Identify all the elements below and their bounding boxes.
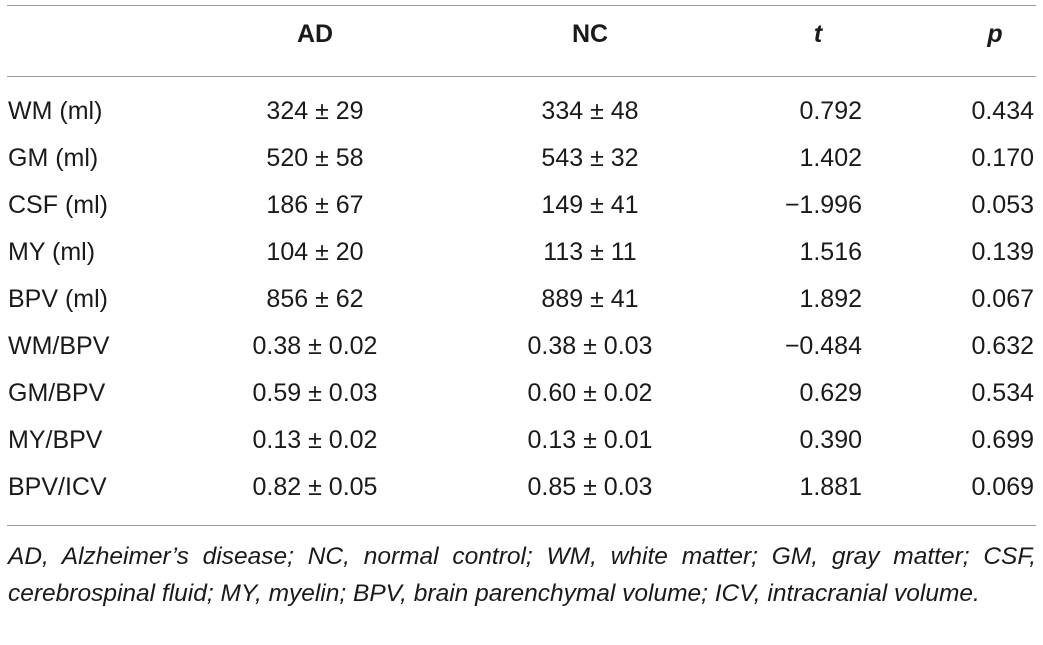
cell-p: 0.170: [971, 144, 1034, 172]
table-header-row: [0, 20, 1043, 62]
cell-ad: 0.59 ± 0.03: [252, 379, 378, 407]
cell-t: 0.792: [799, 97, 862, 125]
cell-ad: 0.13 ± 0.02: [252, 426, 378, 454]
table-row: [0, 182, 1043, 229]
cell-ad: 520 ± 58: [266, 144, 364, 172]
cell-p: 0.632: [971, 332, 1034, 360]
row-label: GM (ml): [8, 144, 99, 172]
cell-nc: 0.60 ± 0.02: [527, 379, 653, 407]
cell-nc: 113 ± 11: [543, 238, 637, 266]
row-label: MY (ml): [8, 238, 96, 266]
table-header-rule: [7, 76, 1036, 77]
cell-nc: 149 ± 41: [541, 191, 639, 219]
row-label: WM (ml): [8, 97, 103, 125]
table-row: [0, 88, 1043, 135]
table-row: [0, 276, 1043, 323]
header-nc: NC: [571, 20, 609, 48]
cell-t: 1.892: [799, 285, 862, 313]
cell-nc: 0.38 ± 0.03: [527, 332, 653, 360]
cell-t: 1.402: [799, 144, 862, 172]
table-row: [0, 229, 1043, 276]
row-label: BPV/ICV: [8, 473, 107, 501]
row-label: CSF (ml): [8, 191, 108, 219]
cell-ad: 324 ± 29: [266, 97, 364, 125]
cell-ad: 0.38 ± 0.02: [252, 332, 378, 360]
cell-p: 0.699: [971, 426, 1034, 454]
table-row: [0, 370, 1043, 417]
cell-t: 1.516: [799, 238, 862, 266]
table-bottom-rule: [7, 525, 1036, 526]
row-label: MY/BPV: [8, 426, 103, 454]
cell-p: 0.534: [971, 379, 1034, 407]
table-footnote: AD, Alzheimer’s disease; NC, normal control; WM, white matter; GM, gray matter; CSF, cerebrospinal fluid; MY, myelin; BPV, brain parenchymal volume; ICV, intracranial volume.: [8, 543, 1036, 607]
cell-t: 0.390: [799, 426, 862, 454]
cell-ad: 186 ± 67: [266, 191, 364, 219]
cell-ad: 856 ± 62: [266, 285, 364, 313]
row-label: BPV (ml): [8, 285, 108, 313]
table-row: [0, 323, 1043, 370]
table-row: [0, 417, 1043, 464]
cell-nc: 0.85 ± 0.03: [527, 473, 653, 501]
header-t: t: [813, 20, 823, 48]
table-row: [0, 135, 1043, 182]
cell-p: 0.053: [971, 191, 1034, 219]
table-top-rule: [7, 5, 1036, 6]
table-body: [0, 88, 1043, 511]
header-ad: AD: [296, 20, 334, 48]
cell-p: 0.069: [971, 473, 1034, 501]
row-label: GM/BPV: [8, 379, 106, 407]
cell-t: 0.629: [799, 379, 862, 407]
cell-nc: 889 ± 41: [541, 285, 639, 313]
cell-p: 0.434: [971, 97, 1034, 125]
table-row: [0, 464, 1043, 511]
cell-t: 1.881: [799, 473, 862, 501]
cell-nc: 0.13 ± 0.01: [527, 426, 653, 454]
cell-t: −0.484: [784, 332, 862, 360]
cell-t: −1.996: [784, 191, 862, 219]
header-p: p: [987, 20, 1003, 48]
cell-ad: 0.82 ± 0.05: [252, 473, 378, 501]
cell-nc: 543 ± 32: [541, 144, 639, 172]
cell-p: 0.067: [971, 285, 1034, 313]
cell-p: 0.139: [971, 238, 1034, 266]
cell-nc: 334 ± 48: [541, 97, 639, 125]
cell-ad: 104 ± 20: [266, 238, 364, 266]
row-label: WM/BPV: [8, 332, 110, 360]
